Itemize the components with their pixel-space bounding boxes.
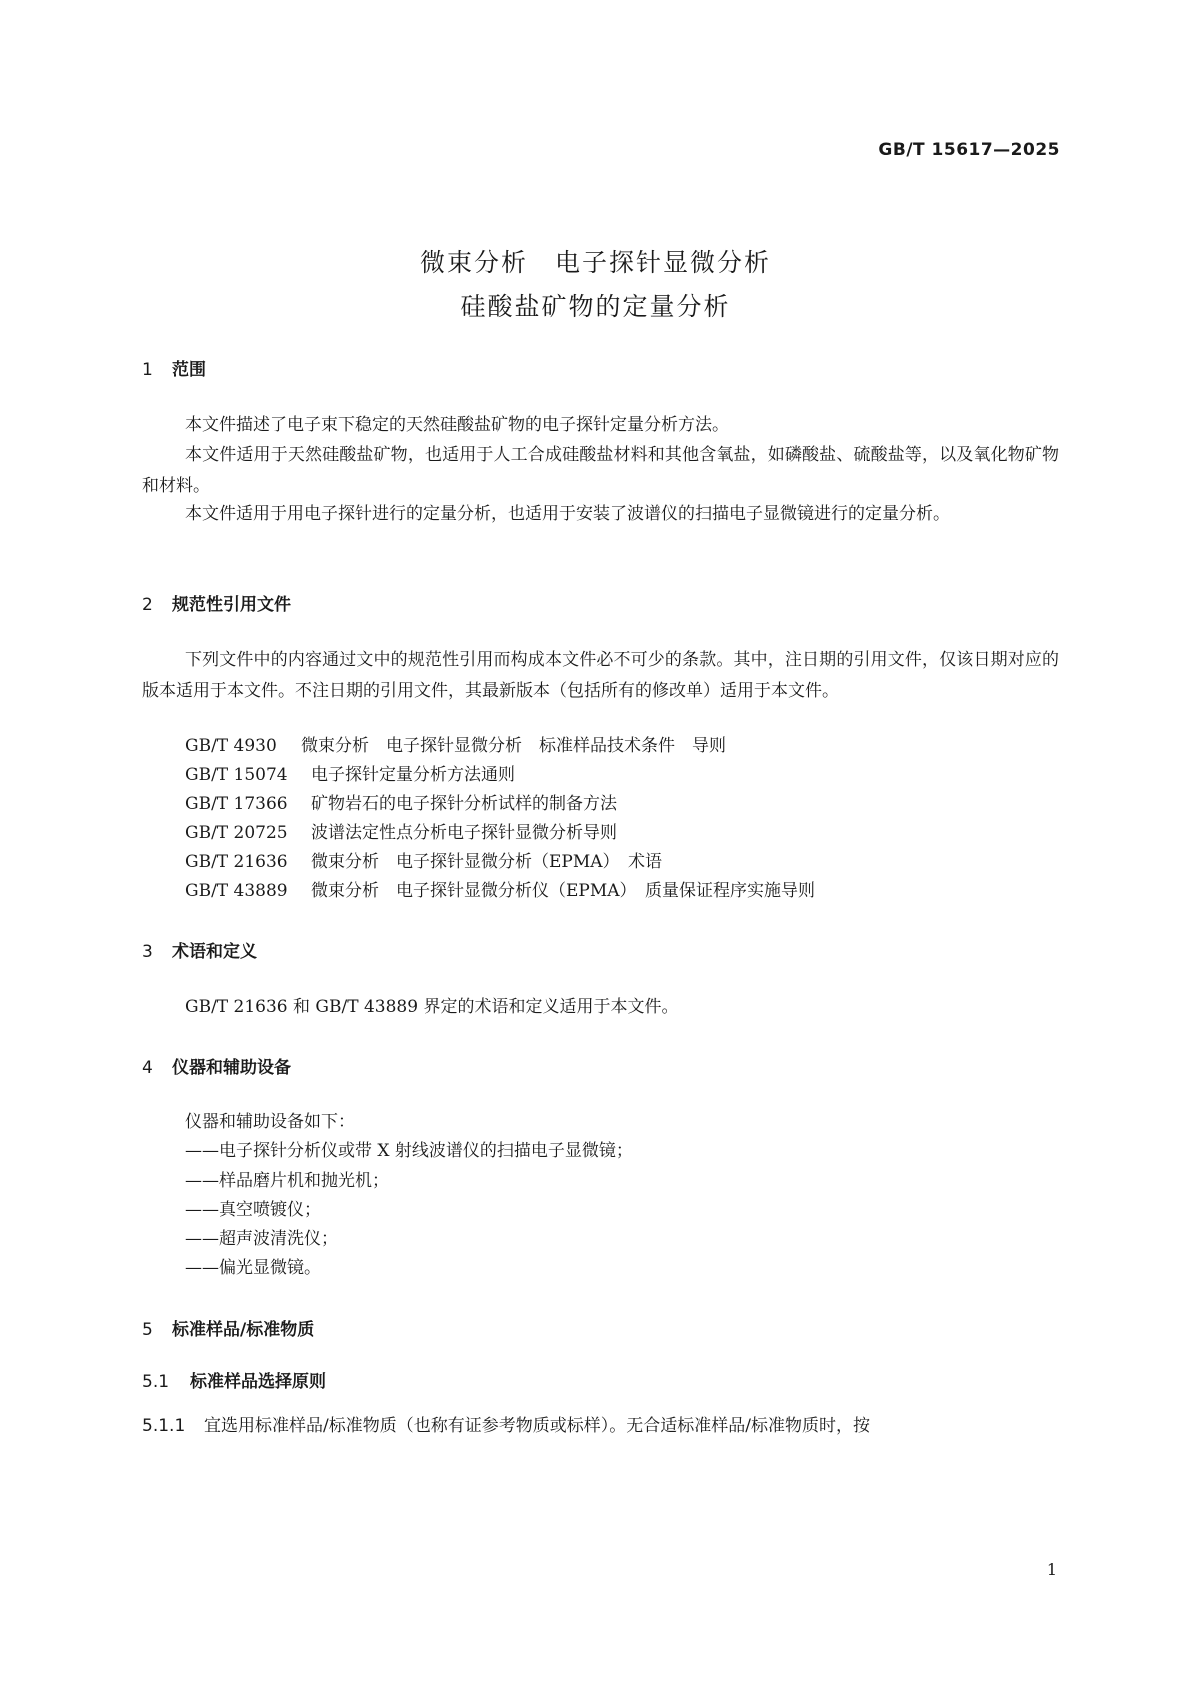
section-5-heading <box>142 1315 314 1340</box>
reference-item <box>185 847 662 878</box>
reference-title: 微束分析 电子探针显微分析仪（EPMA） 质量保证程序实施导则 <box>311 881 816 901</box>
section-title: 范围 <box>172 360 206 380</box>
section-number: 4 <box>142 1058 153 1078</box>
section-number: 3 <box>142 942 153 962</box>
reference-item <box>185 731 726 762</box>
section-1-heading <box>142 355 206 380</box>
reference-item <box>185 789 617 820</box>
document-title-line-2: 硅酸盐矿物的定量分析 <box>460 292 731 321</box>
standard-code: GB/T 15617—2025 <box>878 140 1060 160</box>
reference-item <box>185 818 617 849</box>
reference-title: 微束分析 电子探针显微分析（EPMA） 术语 <box>311 852 663 872</box>
page-number: 1 <box>1046 1560 1057 1579</box>
subsection-5-1-heading <box>142 1367 326 1392</box>
document-title-line-1: 微束分析 电子探针显微分析 <box>419 248 771 277</box>
section-number: 5 <box>142 1320 153 1340</box>
paragraph: GB/T 21636 和 GB/T 43889 界定的术语和定义适用于本文件。 <box>185 997 679 1017</box>
paragraph: 本文件适用于天然硅酸盐矿物，也适用于人工合成硅酸盐材料和其他含氧盐，如磷酸盐、硫酸盐等，以及氧化物矿物和材料。 <box>142 445 1059 496</box>
reference-code: GB/T 4930 <box>185 736 277 756</box>
paragraph: 下列文件中的内容通过文中的规范性引用而构成本文件必不可少的条款。其中，注日期的引用文件，仅该日期对应的版本适用于本文件。不注日期的引用文件，其最新版本（包括所有的修改单）适用于本文件。 <box>142 650 1059 701</box>
section-4-heading <box>142 1053 291 1078</box>
reference-code: GB/T 15074 <box>185 765 288 785</box>
reference-item <box>185 760 515 791</box>
reference-title: 矿物岩石的电子探针分析试样的制备方法 <box>311 794 617 814</box>
section-title: 仪器和辅助设备 <box>172 1058 291 1078</box>
reference-code: GB/T 43889 <box>185 881 288 901</box>
paragraph: 本文件描述了电子束下稳定的天然硅酸盐矿物的电子探针定量分析方法。 <box>185 415 729 435</box>
reference-code: GB/T 21636 <box>185 852 288 872</box>
reference-title: 电子探针定量分析方法通则 <box>311 765 515 785</box>
list-item: ——电子探针分析仪或带 X 射线波谱仪的扫描电子显微镜； <box>185 1141 633 1161</box>
clause-number: 5.1.1 <box>142 1416 186 1436</box>
clause-text: 宜选用标准样品/标准物质（也称有证参考物质或标样）。无合适标准样品/标准物质时，按 <box>204 1416 870 1436</box>
list-item: ——真空喷镀仪； <box>185 1200 321 1220</box>
reference-code: GB/T 20725 <box>185 823 288 843</box>
section-title: 术语和定义 <box>172 942 257 962</box>
section-number: 2 <box>142 595 153 615</box>
section-title: 标准样品/标准物质 <box>172 1320 315 1340</box>
reference-code: GB/T 17366 <box>185 794 288 814</box>
list-item: ——偏光显微镜。 <box>185 1258 321 1278</box>
subsection-title: 标准样品选择原则 <box>190 1372 326 1392</box>
list-item: ——样品磨片机和抛光机； <box>185 1171 389 1191</box>
list-item: ——超声波清洗仪； <box>185 1229 338 1249</box>
section-3-heading <box>142 937 257 962</box>
reference-title: 微束分析 电子探针显微分析 标准样品技术条件 导则 <box>301 736 726 756</box>
clause-5-1-1 <box>142 1411 1059 1442</box>
section-number: 1 <box>142 360 153 380</box>
list-intro: 仪器和辅助设备如下： <box>185 1112 355 1132</box>
paragraph: 本文件适用于用电子探针进行的定量分析，也适用于安装了波谱仪的扫描电子显微镜进行的定量分析。 <box>185 504 950 524</box>
subsection-number: 5.1 <box>142 1372 170 1392</box>
reference-title: 波谱法定性点分析电子探针显微分析导则 <box>311 823 617 843</box>
section-title: 规范性引用文件 <box>172 595 291 615</box>
section-2-heading <box>142 590 291 615</box>
reference-item <box>185 876 815 907</box>
